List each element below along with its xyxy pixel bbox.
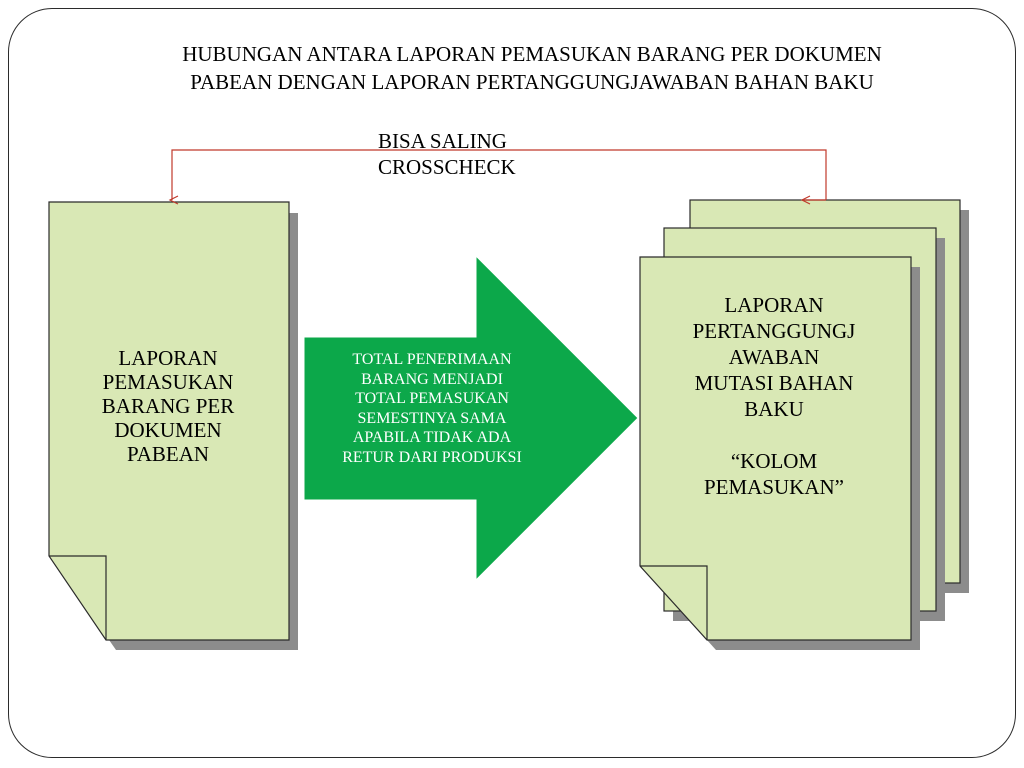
left-document-label: LAPORAN PEMASUKAN BARANG PER DOKUMEN PABEAN bbox=[101, 346, 235, 466]
arrow-label: TOTAL PENERIMAAN BARANG MENJADI TOTAL PEMASUKAN SEMESTINYA SAMA APABILA TIDAK ADA RETUR DARI PRODUKSI bbox=[342, 351, 522, 466]
page-title: HUBUNGAN ANTARA LAPORAN PEMASUKAN BARANG PER DOKUMEN PABEAN DENGAN LAPORAN PERTANGGUNGJAWABAN BAHAN BAKU bbox=[182, 42, 882, 94]
right-document-label: LAPORAN PERTANGGUNGJ AWABAN MUTASI BAHAN BAKU “KOLOM PEMASUKAN” bbox=[692, 293, 856, 499]
crosscheck-label: BISA SALING CROSSCHECK bbox=[378, 129, 516, 179]
